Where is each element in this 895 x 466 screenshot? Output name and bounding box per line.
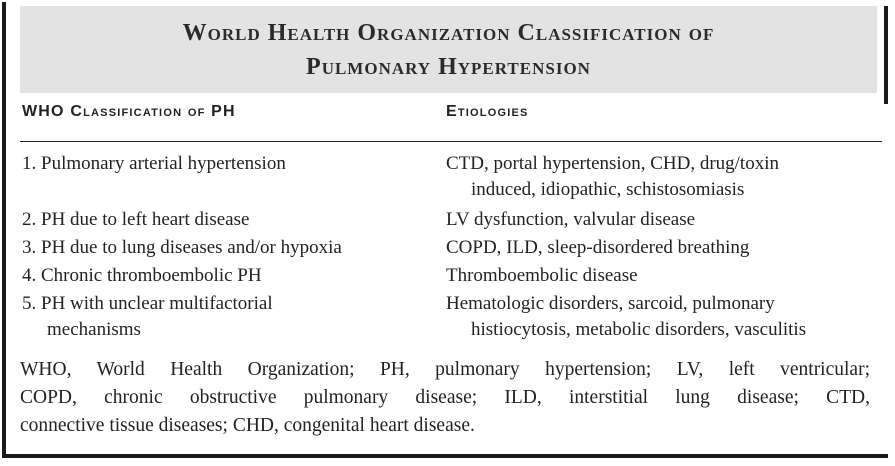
- table-title-band: [20, 6, 877, 93]
- frame-bottom-border: [2, 454, 888, 458]
- row-4-classification: 4. Chronic thromboembolic PH: [22, 265, 262, 286]
- frame-left-border: [2, 2, 6, 458]
- row-2-etiologies: LV dysfunction, valvular disease: [446, 209, 696, 230]
- row-2-classification: 2. PH due to left heart disease: [22, 209, 250, 230]
- footnote-line-2: COPD, chronic obstructive pulmonary disease; ILD, interstitial lung disease; CTD,: [20, 387, 870, 408]
- column-header-classification: WHO Classification of PH: [22, 103, 236, 120]
- row-4-etiologies: Thromboembolic disease: [446, 265, 638, 286]
- frame-right-border: [884, 6, 888, 104]
- row-1-etiologies-line-2: induced, idiopathic, schistosomiasis: [471, 179, 745, 200]
- row-1-etiologies-line-1: CTD, portal hypertension, CHD, drug/toxin: [446, 153, 779, 174]
- table-footnote: [20, 356, 870, 440]
- row-1-classification: 1. Pulmonary arterial hypertension: [22, 153, 286, 174]
- row-5-classification-line-2: mechanisms: [47, 319, 141, 340]
- header-rule: [20, 141, 882, 142]
- table-title-line-1: World Health Organization Classification of: [182, 19, 715, 46]
- column-header-etiologies: Etiologies: [446, 103, 529, 120]
- footnote-line-1: WHO, World Health Organization; PH, pulmonary hypertension; LV, left ventricular;: [20, 359, 870, 380]
- row-5-etiologies-line-1: Hematologic disorders, sarcoid, pulmonary: [446, 293, 775, 314]
- row-3-etiologies: COPD, ILD, sleep-disordered breathing: [446, 237, 750, 258]
- row-5-classification-line-1: 5. PH with unclear multifactorial: [22, 293, 273, 314]
- footnote-line-3: connective tissue diseases; CHD, congenital heart disease.: [20, 415, 475, 436]
- row-5-etiologies-line-2: histiocytosis, metabolic disorders, vasculitis: [471, 319, 807, 340]
- row-3-classification: 3. PH due to lung diseases and/or hypoxia: [22, 237, 342, 258]
- table-title-line-2: Pulmonary Hypertension: [306, 53, 591, 80]
